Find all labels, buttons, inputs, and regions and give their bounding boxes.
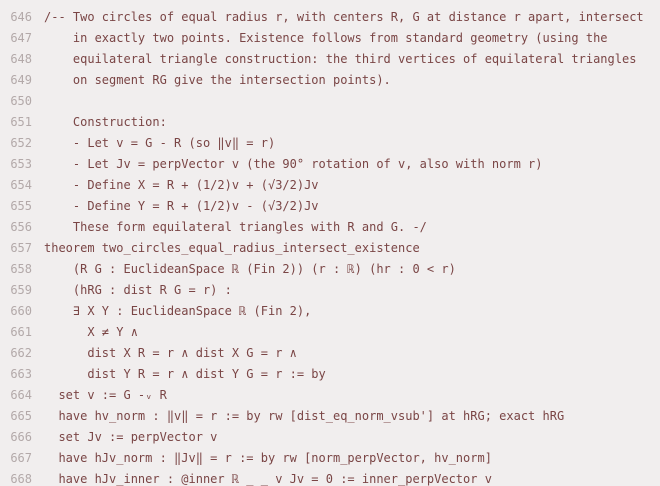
code-line[interactable] xyxy=(0,448,660,469)
line-text: theorem two_circles_equal_radius_intersect_existence xyxy=(44,241,420,255)
code-line[interactable] xyxy=(0,154,660,175)
line-number: 662 xyxy=(10,346,32,360)
code-line[interactable] xyxy=(0,238,660,259)
line-text: - Define Y = R + (1/2)v - (√3/2)Jv xyxy=(44,199,319,213)
code-line[interactable] xyxy=(0,217,660,238)
line-number: 666 xyxy=(10,430,32,444)
code-line[interactable] xyxy=(0,427,660,448)
code-line[interactable] xyxy=(0,343,660,364)
line-number: 661 xyxy=(10,325,32,339)
line-number: 660 xyxy=(10,304,32,318)
code-line[interactable] xyxy=(0,28,660,49)
line-number: 649 xyxy=(10,73,32,87)
line-text: have hJv_norm : ‖Jv‖ = r := by rw [norm_perpVector, hv_norm] xyxy=(44,451,492,465)
line-text: - Let Jv = perpVector v (the 90° rotation of v, also with norm r) xyxy=(44,157,543,171)
line-number: 651 xyxy=(10,115,32,129)
code-line[interactable] xyxy=(0,70,660,91)
line-number: 650 xyxy=(10,94,32,108)
line-text: have hv_norm : ‖v‖ = r := by rw [dist_eq_norm_vsub'] at hRG; exact hRG xyxy=(44,409,565,423)
code-line[interactable] xyxy=(0,196,660,217)
code-line[interactable] xyxy=(0,49,660,70)
line-text: - Let v = G - R (so ‖v‖ = r) xyxy=(44,136,276,150)
line-text: have hJv_inner : @inner ℝ _ _ v Jv = 0 := inner_perpVector v xyxy=(44,472,492,486)
line-text: dist Y R = r ∧ dist Y G = r := by xyxy=(44,367,326,381)
line-text: X ≠ Y ∧ xyxy=(44,325,138,339)
code-line[interactable] xyxy=(0,406,660,427)
code-line[interactable] xyxy=(0,364,660,385)
line-text: equilateral triangle construction: the third vertices of equilateral triangles xyxy=(44,52,637,66)
code-area[interactable] xyxy=(0,7,660,486)
line-number: 665 xyxy=(10,409,32,423)
line-number: 652 xyxy=(10,136,32,150)
line-text: Construction: xyxy=(44,115,167,129)
line-text: set Jv := perpVector v xyxy=(44,430,218,444)
line-text: - Define X = R + (1/2)v + (√3/2)Jv xyxy=(44,178,319,192)
code-line[interactable] xyxy=(0,112,660,133)
code-line[interactable] xyxy=(0,280,660,301)
line-text: dist X R = r ∧ dist X G = r ∧ xyxy=(44,346,297,360)
code-line[interactable] xyxy=(0,91,660,112)
line-number: 653 xyxy=(10,157,32,171)
code-line[interactable] xyxy=(0,301,660,322)
code-line[interactable] xyxy=(0,385,660,406)
line-number: 646 xyxy=(10,10,32,24)
line-number: 664 xyxy=(10,388,32,402)
line-number: 647 xyxy=(10,31,32,45)
line-number: 656 xyxy=(10,220,32,234)
line-number: 667 xyxy=(10,451,32,465)
line-text: ∃ X Y : EuclideanSpace ℝ (Fin 2), xyxy=(44,304,312,318)
code-line[interactable] xyxy=(0,133,660,154)
line-text: (R G : EuclideanSpace ℝ (Fin 2)) (r : ℝ) (hr : 0 < r) xyxy=(44,262,456,276)
code-line[interactable] xyxy=(0,469,660,486)
line-text: set v := G -ᵥ R xyxy=(44,388,167,402)
line-text: /-- Two circles of equal radius r, with centers R, G at distance r apart, intersect xyxy=(44,10,644,24)
line-number: 663 xyxy=(10,367,32,381)
line-number: 668 xyxy=(10,472,32,486)
code-line[interactable] xyxy=(0,7,660,28)
line-number: 659 xyxy=(10,283,32,297)
line-text: on segment RG give the intersection points). xyxy=(44,73,391,87)
code-line[interactable] xyxy=(0,259,660,280)
line-text: (hRG : dist R G = r) : xyxy=(44,283,232,297)
line-number: 658 xyxy=(10,262,32,276)
line-number: 657 xyxy=(10,241,32,255)
code-line[interactable] xyxy=(0,322,660,343)
line-number: 648 xyxy=(10,52,32,66)
line-number: 655 xyxy=(10,199,32,213)
code-line[interactable] xyxy=(0,175,660,196)
line-number: 654 xyxy=(10,178,32,192)
line-text: These form equilateral triangles with R and G. -/ xyxy=(44,220,427,234)
line-text: in exactly two points. Existence follows from standard geometry (using the xyxy=(44,31,608,45)
